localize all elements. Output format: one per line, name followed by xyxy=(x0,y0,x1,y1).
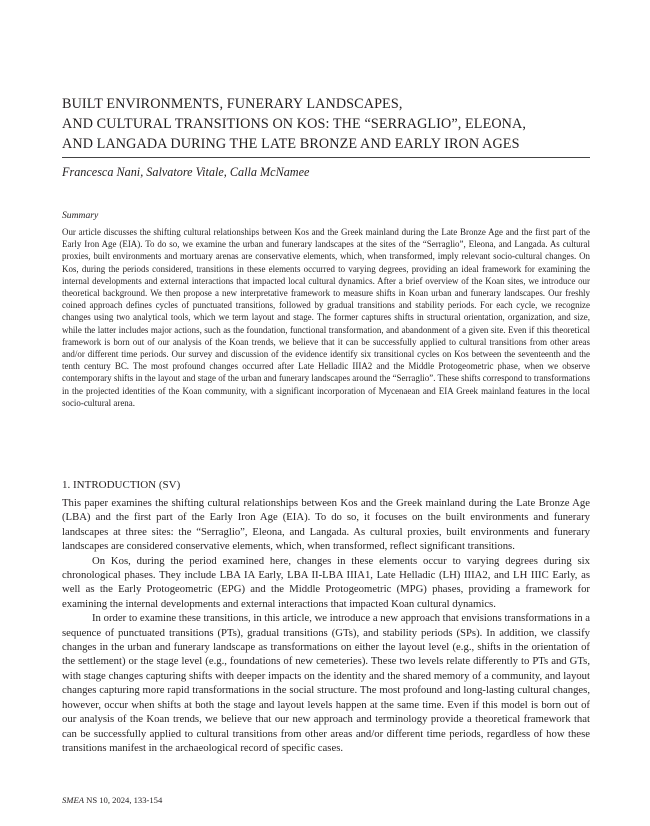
title-line-2: AND CULTURAL TRANSITIONS ON KOS: THE “SERRAGLIO”, ELEONA, xyxy=(62,116,527,132)
section-heading-introduction: 1. INTRODUCTION (SV) xyxy=(62,479,181,491)
journal-citation: NS 10, 2024, 133-154 xyxy=(83,795,163,805)
author-list: Francesca Nani, Salvatore Vitale, Calla McNamee xyxy=(62,165,310,179)
intro-paragraph-2: On Kos, during the period examined here, changes in these elements occur to varying degrees during six chronological phases. They include LBA IA Early, LBA II-LBA IIIA1, Late Helladic (LH) IIIA2, and LH IIIC Early, as well as the Early Protogeometric (EPG) and the Middle Protogeometric (MPG) phases, providing a framework for examining the internal developments and external interactions that impacted Koan cultural dynamics. xyxy=(62,554,590,610)
summary-abstract: Our article discusses the shifting cultural relationships between Kos and the Greek mainland during the Late Bronze Age and the first part of the Early Iron Age (EIA). To do so, we examine the urban and funerary landscapes at the sites of the “Serraglio”, Eleona, and Langada. As cultural proxies, built environments and mortuary arenas are conservative elements, which, when transformed, imply relevant socio-cultural changes. On Kos, during the periods considered, transitions in these elements occurred to varying degrees, providing an ideal framework for examining the internal developments and external interactions that impacted local cultural dynamics. After a brief overview of the Koan sites, we introduce our theoretical background. We then propose a new interpretative framework to measure shifts in Koan urban and funerary landscapes. Our freshly coined approach defines cycles of punctuated transitions, followed by gradual transitions and stability periods. For each cycle, we recognize changes using two analytical tools, which we term layout and stage. The former captures shifts in structural orientation, organization, and size, while the latter includes major actions, such as the foundation, functional transformation, and abandonment of a given site. Even if this theoretical framework is born out of our analysis of the Koan trends, we believe that it can be successfully applied to cultural transitions from other areas and/or different time periods. Our survey and discussion of the evidence identify six transitional cycles on Kos between the seventeenth and the tenth century BC. The most profound changes occurred after Late Helladic IIIA2 and the Middle Protogeometric phase, when we observe contemporary shifts in the layout and stage of the urban and funerary landscapes around the “Serraglio”. These shifts correspond to transformations in the projected identities of the Koan community, with a significant incorporation of Mycenaean and EIA Greek mainland features in the local socio-cultural arena. xyxy=(62,227,590,408)
page-footer xyxy=(62,795,162,805)
intro-paragraph-3: In order to examine these transitions, in this article, we introduce a new approach that envisions transformations in a sequence of punctuated transitions (PTs), gradual transitions (GTs), and stability periods (SPs). In addition, we classify changes in the urban and funerary landscape as transformations on either the layout level (e.g., shifts in the orientation of the settlement) or the stage level (e.g., foundations of new cemeteries). These two levels relate differently to PTs and GTs, with stage changes capturing shifts with deeper impacts on the identity and the shared memory of a community, and layout changes capturing more rapid transformations in the social structure. The most profound and long-lasting cultural changes, however, occur when shifts at both the stage and layout levels happen at the same time. Even if this model is born out of our analysis of the Koan trends, we believe that our new approach and terminology provide a theoretical framework that can be successfully applied to cultural transitions from other areas and/or different time periods, regardless of how these transitions manifest in the archaeological record of specific cases. xyxy=(62,612,590,754)
introduction-body xyxy=(62,496,590,755)
journal-name: SMEA xyxy=(62,795,84,805)
title-line-3: AND LANGADA DURING THE LATE BRONZE AND EARLY IRON AGES xyxy=(62,136,520,152)
summary-heading: Summary xyxy=(62,210,99,221)
intro-paragraph-1: This paper examines the shifting cultural relationships between Kos and the Greek mainland during the Late Bronze Age (LBA) and the first part of the Early Iron Age (EIA). To do so, it focuses on the built environments and funerary landscapes at three sites: the “Serraglio”, Eleona, and Langada. As cultural proxies, built environments and funerary landscapes are considered conservative elements, which, when transformed, reflect significant transitions. xyxy=(62,497,590,553)
title-line-1: BUILT ENVIRONMENTS, FUNERARY LANDSCAPES, xyxy=(62,96,403,112)
article-title xyxy=(62,94,602,154)
title-divider xyxy=(62,157,590,158)
